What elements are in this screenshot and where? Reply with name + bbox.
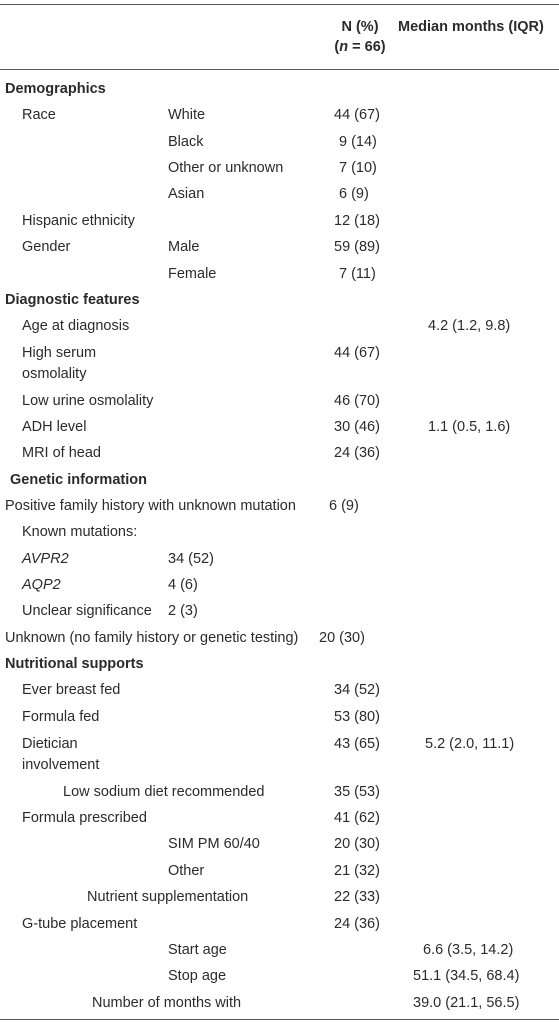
cell-avpr2-n: 34 (52) <box>168 551 214 567</box>
row-label-race-other: Other or unknown <box>168 160 284 176</box>
row-label-low-sodium: Low sodium diet recommended <box>63 784 265 800</box>
cell-unclear-n: 2 (3) <box>168 603 198 619</box>
row-label-gender-male: Male <box>168 239 200 255</box>
row-label-unknown: Unknown (no family history or genetic testing) <box>5 630 299 646</box>
header-rule <box>0 69 559 70</box>
cell-gtube-n: 24 (36) <box>334 916 380 932</box>
cell-dietician-n: 43 (65) <box>334 736 380 752</box>
table-top-rule <box>0 4 559 5</box>
cell-high-serum-n: 44 (67) <box>334 345 380 361</box>
row-label-age-dx: Age at diagnosis <box>22 318 130 334</box>
row-label-known-mut: Known mutations: <box>22 524 138 540</box>
cell-aqp2-n: 4 (6) <box>168 577 198 593</box>
cell-age-dx-median: 4.2 (1.2, 9.8) <box>428 318 511 334</box>
section-demographics: Demographics <box>5 81 106 97</box>
header-n-symbol: n <box>339 39 349 55</box>
header-n-pct-line2 <box>325 37 395 57</box>
cell-months-with-median: 39.0 (21.1, 56.5) <box>413 995 520 1011</box>
cell-low-sodium-n: 35 (53) <box>334 784 380 800</box>
row-label-start-age: Start age <box>168 942 227 958</box>
section-genetic: Genetic information <box>10 472 147 488</box>
row-label-formula-presc: Formula prescribed <box>22 810 147 826</box>
header-paren: ( <box>334 39 340 55</box>
cell-sim-n: 20 (30) <box>334 836 380 852</box>
cell-low-urine-n: 46 (70) <box>334 393 380 409</box>
cell-race-black-n: 9 (14) <box>339 134 377 150</box>
cell-pos-family-n: 6 (9) <box>329 498 359 514</box>
row-label-formula-fed: Formula fed <box>22 709 100 725</box>
row-label-race-asian: Asian <box>168 186 205 202</box>
cell-start-age-median: 6.6 (3.5, 14.2) <box>423 942 514 958</box>
row-label-nutrient: Nutrient supplementation <box>87 889 249 905</box>
row-label-sim: SIM PM 60/40 <box>168 836 260 852</box>
cell-race-white-n: 44 (67) <box>334 107 380 123</box>
header-median: Median months (IQR) <box>398 19 544 35</box>
row-label-unclear: Unclear significance <box>22 603 152 619</box>
row-label-stop-age: Stop age <box>168 968 227 984</box>
row-label-adh: ADH level <box>22 419 87 435</box>
row-label-mri: MRI of head <box>22 445 101 461</box>
row-label-pos-family: Positive family history with unknown mutation <box>5 498 296 514</box>
cell-hispanic-n: 12 (18) <box>334 213 380 229</box>
row-label-race-black: Black <box>168 134 204 150</box>
cell-unknown-n: 20 (30) <box>319 630 365 646</box>
cell-formula-fed-n: 53 (80) <box>334 709 380 725</box>
cell-dietician-median: 5.2 (2.0, 11.1) <box>425 736 515 752</box>
cell-stop-age-median: 51.1 (34.5, 68.4) <box>413 968 520 984</box>
cell-formula-presc-n: 41 (62) <box>334 810 380 826</box>
cell-adh-n: 30 (46) <box>334 419 380 435</box>
cell-other-n: 21 (32) <box>334 863 380 879</box>
row-label-breast: Ever breast fed <box>22 682 121 698</box>
row-label-dietician-1: Dietician <box>22 736 78 752</box>
header-n-pct <box>325 17 395 57</box>
row-label-gender: Gender <box>22 239 71 255</box>
header-n-value: = 66) <box>348 39 386 55</box>
cell-mri-n: 24 (36) <box>334 445 380 461</box>
row-label-low-urine: Low urine osmolality <box>22 393 154 409</box>
row-label-avpr2: AVPR2 <box>22 551 69 567</box>
cell-gender-male-n: 59 (89) <box>334 239 380 255</box>
cell-race-other-n: 7 (10) <box>339 160 377 176</box>
section-nutrition: Nutritional supports <box>5 656 144 672</box>
cell-nutrient-n: 22 (33) <box>334 889 380 905</box>
row-label-race: Race <box>22 107 56 123</box>
row-label-gender-female: Female <box>168 266 217 282</box>
cell-race-asian-n: 6 (9) <box>339 186 369 202</box>
header-n-pct-line1: N (%) <box>341 19 379 35</box>
cell-adh-median: 1.1 (0.5, 1.6) <box>428 419 511 435</box>
row-label-other: Other <box>168 863 205 879</box>
cell-gender-female-n: 7 (11) <box>339 266 376 282</box>
row-label-months-with: Number of months with <box>92 995 242 1011</box>
row-label-race-white: White <box>168 107 206 123</box>
row-label-aqp2: AQP2 <box>22 577 61 593</box>
row-label-high-serum-2: osmolality <box>22 366 87 382</box>
row-label-gtube: G-tube placement <box>22 916 138 932</box>
row-label-hispanic: Hispanic ethnicity <box>22 213 135 229</box>
section-diagnostic: Diagnostic features <box>5 292 140 308</box>
row-label-high-serum-1: High serum <box>22 345 97 361</box>
cell-breast-n: 34 (52) <box>334 682 380 698</box>
row-label-dietician-2: involvement <box>22 757 100 773</box>
table-bottom-rule <box>0 1019 559 1020</box>
